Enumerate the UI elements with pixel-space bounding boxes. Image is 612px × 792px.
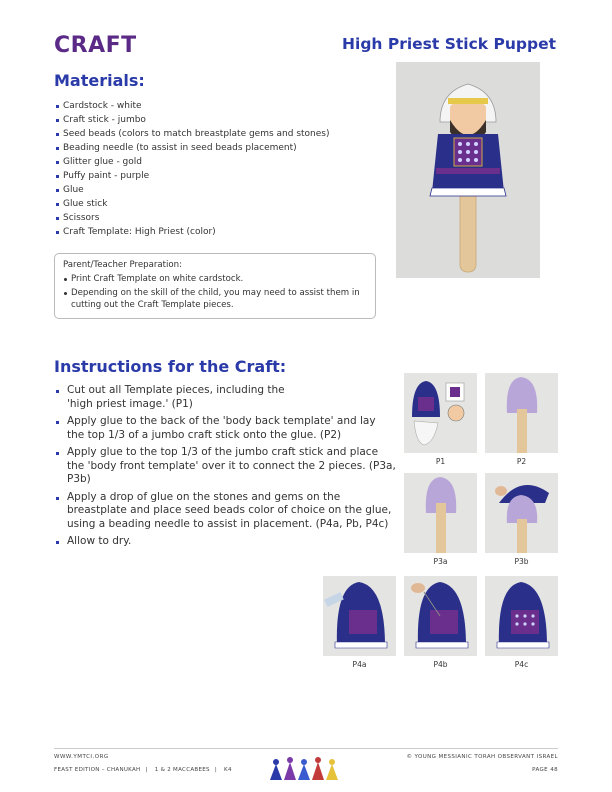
footer-url[interactable]: WWW.YMTCI.ORG <box>54 754 109 760</box>
step-photo-p3b <box>485 473 558 553</box>
step-photo-p3a <box>404 473 477 553</box>
list-item: Craft Template: High Priest (color) <box>56 225 330 239</box>
ymtoi-logo <box>268 756 344 782</box>
list-item: Print Craft Template on white cardstock. <box>63 273 367 285</box>
instructions-heading: Instructions for the Craft: <box>54 357 287 376</box>
list-item: Depending on the skill of the child, you may need to assist them in cutting out the Craft Template pieces. <box>63 287 367 311</box>
finished-puppet-photo <box>396 62 540 278</box>
photo-caption: P4b <box>433 660 448 669</box>
list-item: Puffy paint - purple <box>56 169 330 183</box>
photo-caption: P4a <box>352 660 367 669</box>
footer-edition-info: FEAST EDITION – CHANUKAH | 1 & 2 MACCABEES | K4 <box>54 767 232 773</box>
list-item: Apply a drop of glue on the stones and gems on the breastplate and place seed beads color of choice on the glue, using a beading needle to assist in placement. (P4a, Pb, P4c) <box>56 491 396 532</box>
list-item: Cardstock - white <box>56 99 330 113</box>
step-photo-p2 <box>485 373 558 453</box>
step-photo-p1 <box>404 373 477 453</box>
list-item: Allow to dry. <box>56 535 396 549</box>
materials-list <box>56 99 330 239</box>
photo-caption: P3a <box>433 557 448 566</box>
preparation-title: Parent/Teacher Preparation: <box>63 260 183 270</box>
list-item: Craft stick - jumbo <box>56 113 330 127</box>
list-item: Scissors <box>56 211 330 225</box>
list-item: Apply glue to the back of the 'body back template' and lay the top 1/3 of a jumbo craft stick onto the glue. (P2) <box>56 415 396 442</box>
footer-divider <box>54 748 558 749</box>
step-photo-p4c <box>485 576 558 656</box>
list-item: Glitter glue - gold <box>56 155 330 169</box>
instructions-list <box>56 384 396 553</box>
photo-caption: P2 <box>516 457 527 466</box>
list-item: Apply glue to the top 1/3 of the jumbo craft stick and place the 'body front template' over it to connect the 2 pieces. (P3a, P3b) <box>56 446 396 487</box>
step-photo-p4b <box>404 576 477 656</box>
footer-book: 1 & 2 MACCABEES <box>154 767 210 773</box>
list-item: Glue <box>56 183 330 197</box>
footer-edition: FEAST EDITION – CHANUKAH <box>54 767 141 773</box>
section-title: CRAFT <box>54 33 137 58</box>
step-photo-p4a <box>323 576 396 656</box>
page-number: PAGE 48 <box>532 767 558 773</box>
preparation-box <box>54 253 376 319</box>
list-item: Seed beads (colors to match breastplate gems and stones) <box>56 127 330 141</box>
footer-copyright: © YOUNG MESSIANIC TORAH OBSERVANT ISRAEL <box>406 754 558 760</box>
list-item: Beading needle (to assist in seed beads placement) <box>56 141 330 155</box>
photo-caption: P4c <box>514 660 529 669</box>
footer-code: K4 <box>224 767 232 773</box>
photo-caption: P3b <box>514 557 529 566</box>
craft-title: High Priest Stick Puppet <box>342 35 556 53</box>
photo-caption: P1 <box>435 457 446 466</box>
list-item: Cut out all Template pieces, including the 'high priest image.' (P1) <box>56 384 306 411</box>
materials-heading: Materials: <box>54 71 145 90</box>
list-item: Glue stick <box>56 197 330 211</box>
